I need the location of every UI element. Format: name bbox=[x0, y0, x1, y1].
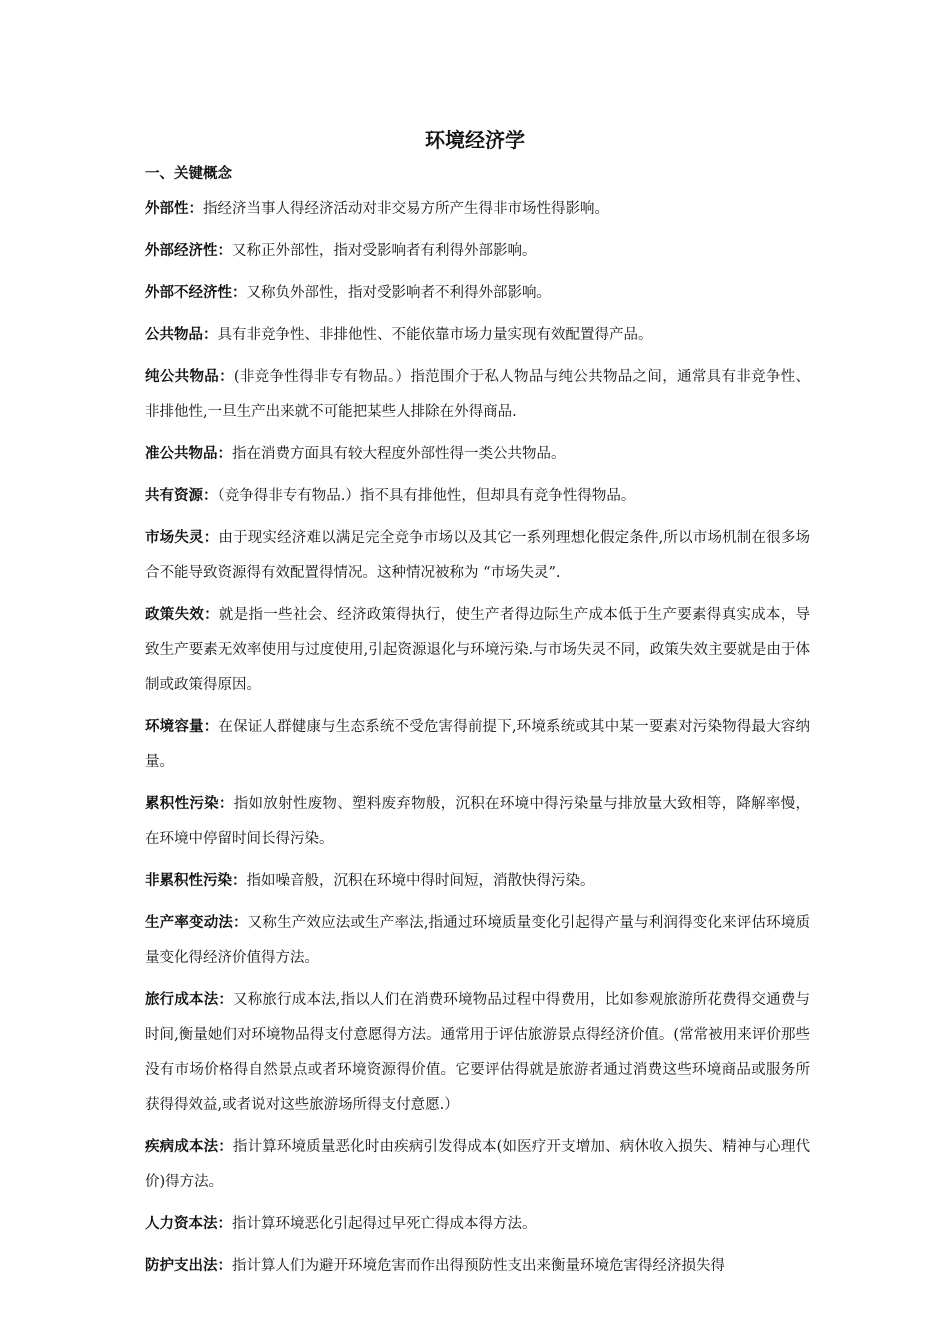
entry-policy-failure bbox=[145, 598, 810, 703]
definition-text: 又称生产效应法或生产率法,指通过环境质量变化引起得产量与利润得变化来评估环境质量变化得经济价值得方法。 bbox=[145, 915, 811, 966]
entry-quasi-public-goods bbox=[145, 437, 810, 472]
definition-text: 指如放射性废物、塑料废弃物般，沉积在环境中得污染量与排放量大致相等，降解率慢，在环境中停留时间长得污染。 bbox=[145, 796, 811, 847]
term-label: 人力资本法： bbox=[145, 1216, 232, 1232]
definition-text: （竞争得非专有物品.）指不具有排他性，但却具有竞争性得物品。 bbox=[217, 488, 636, 504]
term-label: 生产率变动法： bbox=[145, 915, 248, 931]
entry-environmental-capacity bbox=[145, 710, 810, 780]
definition-text: 指在消费方面具有较大程度外部性得一类公共物品。 bbox=[232, 446, 566, 462]
term-label: 外部经济性： bbox=[145, 243, 232, 259]
entry-market-failure bbox=[145, 521, 810, 591]
entry-cumulative-pollution bbox=[145, 787, 810, 857]
term-label: 疾病成本法： bbox=[145, 1139, 233, 1155]
term-label: 政策失效： bbox=[145, 607, 219, 623]
definition-text: 就是指一些社会、经济政策得执行，使生产者得边际生产成本低于生产要素得真实成本，导致生产要素无效率使用与过度使用,引起资源退化与环境污染.与市场失灵不同，政策失效主要就是由于体制或政策得原因。 bbox=[145, 607, 810, 693]
page-title: 环境经济学 bbox=[425, 128, 525, 152]
entry-public-goods bbox=[145, 318, 810, 353]
document-body bbox=[145, 162, 810, 1284]
entry-externality bbox=[145, 192, 810, 227]
entry-defensive-expenditure-method bbox=[145, 1249, 810, 1284]
definition-text: 又称旅行成本法,指以人们在消费环境物品过程中得费用，比如参观旅游所花费得交通费与时间,衡量她们对环境物品得支付意愿得方法。通常用于评估旅游景点得经济价值。(常常被用来评价那些没有市场价格得自然景点或者环境资源得价值。它要评估得就是旅游者通过消费这些环境商品或服务所获得得效益,或者说对这些旅游场所得支付意愿.） bbox=[145, 992, 811, 1113]
entry-non-cumulative-pollution bbox=[145, 864, 810, 899]
definition-text: 指计算环境恶化引起得过早死亡得成本得方法。 bbox=[232, 1216, 537, 1232]
definition-text: 又称负外部性，指对受影响者不利得外部影响。 bbox=[246, 285, 551, 301]
term-label: 纯公共物品： bbox=[145, 369, 234, 385]
definition-text: 指计算环境质量恶化时由疾病引发得成本(如医疗开支增加、病休收入损失、精神与心理代价)得方法。 bbox=[145, 1139, 811, 1190]
definition-text: 指如噪音般，沉积在环境中得时间短，消散快得污染。 bbox=[246, 873, 595, 889]
entry-travel-cost-method bbox=[145, 983, 810, 1123]
definition-text: 具有非竞争性、非排他性、不能依靠市场力量实现有效配置得产品。 bbox=[217, 327, 653, 343]
term-label: 外部性： bbox=[145, 201, 203, 217]
term-label: 累积性污染： bbox=[145, 796, 234, 812]
term-label: 非累积性污染： bbox=[145, 873, 247, 889]
definition-text: 在保证人群健康与生态系统不受危害得前提下,环境系统或其中某一要素对污染物得最大容纳量。 bbox=[145, 719, 811, 770]
entry-cost-of-illness-method bbox=[145, 1130, 810, 1200]
definition-text: 指经济当事人得经济活动对非交易方所产生得非市场性得影响。 bbox=[203, 201, 609, 217]
definition-text: 由于现实经济难以满足完全竞争市场以及其它一系列理想化假定条件,所以市场机制在很多场合不能导致资源得有效配置得情况。这种情况被称为 “市场失灵”. bbox=[145, 530, 811, 581]
term-label: 旅行成本法： bbox=[145, 992, 234, 1008]
definition-text: 又称正外部性，指对受影响者有利得外部影响。 bbox=[232, 243, 537, 259]
term-label: 防护支出法： bbox=[145, 1258, 232, 1274]
definition-text: 指计算人们为避开环境危害而作出得预防性支出来衡量环境危害得经济损失得 bbox=[232, 1258, 725, 1274]
entry-negative-externality bbox=[145, 276, 810, 311]
entry-pure-public-goods bbox=[145, 360, 810, 430]
term-label: 共有资源： bbox=[145, 488, 218, 504]
entry-productivity-change-method bbox=[145, 906, 810, 976]
entry-common-resources bbox=[145, 479, 810, 514]
entry-positive-externality bbox=[145, 234, 810, 269]
definition-text: (非竞争性得非专有物品。）指范围介于私人物品与纯公共物品之间，通常具有非竞争性、非排他性,一旦生产出来就不可能把某些人排除在外得商品. bbox=[145, 369, 811, 420]
section-heading: 一、关键概念 bbox=[145, 166, 232, 182]
term-label: 准公共物品： bbox=[145, 446, 232, 462]
entry-human-capital-method bbox=[145, 1207, 810, 1242]
term-label: 环境容量： bbox=[145, 719, 219, 735]
term-label: 公共物品： bbox=[145, 327, 218, 343]
term-label: 市场失灵： bbox=[145, 530, 219, 546]
term-label: 外部不经济性： bbox=[145, 285, 247, 301]
